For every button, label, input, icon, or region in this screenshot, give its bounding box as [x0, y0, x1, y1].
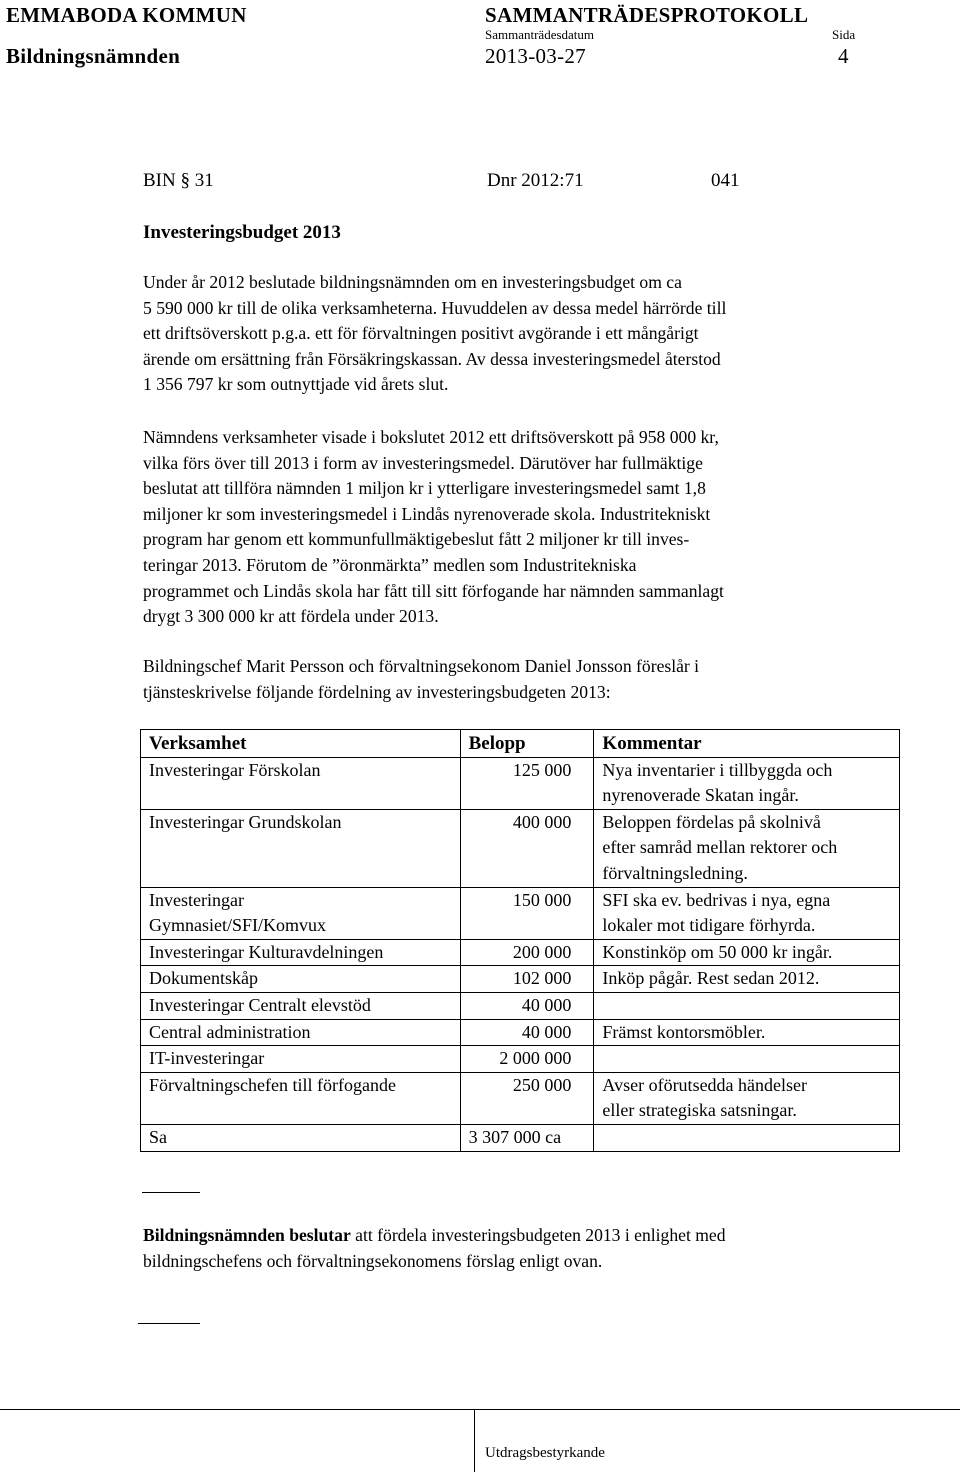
table-row — [141, 992, 900, 1019]
text-line: Nämndens verksamheter visade i bokslutet 2012 ett driftsöverskott på 958 000 kr, — [143, 427, 719, 447]
activity-cell — [141, 939, 461, 966]
activity-line: Investeringar Centralt elevstöd — [149, 994, 371, 1015]
table-header-row — [141, 730, 900, 758]
decision-text: att fördela investeringsbudgeten 2013 i enlighet med — [350, 1225, 726, 1245]
comment-cell — [594, 966, 900, 993]
text-line: ett driftsöverskott p.g.a. ett för förvaltningen positivt avgörande i ett mångårigt — [143, 323, 699, 344]
activity-cell — [141, 966, 461, 993]
text-line: Bildningschef Marit Persson och förvaltningsekonom Daniel Jonsson föreslår i — [143, 656, 700, 676]
comment-cell — [594, 1072, 900, 1124]
comment-line: Främst kontorsmöbler. — [602, 1021, 766, 1042]
comment-cell — [594, 809, 900, 887]
text-line: beslutat att tillföra nämnden 1 miljon kr i ytterligare investeringsmedel samt 1,8 — [143, 478, 706, 499]
meeting-date: 2013-03-27 — [485, 44, 586, 68]
activity-cell — [141, 992, 461, 1019]
comment-cell — [594, 757, 900, 809]
text-line: miljoner kr som investeringsmedel i Lindås nyrenoverade skola. Industritekniskt — [143, 503, 711, 524]
amount-cell: 40 000 — [460, 1019, 594, 1046]
comment-cell — [594, 1046, 900, 1073]
board-name: Bildningsnämnden — [6, 44, 181, 68]
comment-cell — [594, 1124, 900, 1151]
footer-divider — [474, 1409, 475, 1472]
activity-cell — [141, 1124, 461, 1151]
section-id: BIN § 31 — [143, 170, 214, 191]
activity-line: Investeringar Förskolan — [149, 759, 321, 780]
activity-line: Central administration — [149, 1021, 311, 1042]
activity-line: Gymnasiet/SFI/Komvux — [149, 915, 327, 936]
date-label: Sammanträdesdatum — [485, 27, 595, 42]
activity-cell — [141, 887, 461, 939]
text-line: drygt 3 300 000 kr att fördela under 2013. — [143, 606, 439, 627]
amount-cell: 400 000 — [460, 809, 594, 887]
table-row — [141, 939, 900, 966]
table-row — [141, 809, 900, 887]
decision-line — [143, 1223, 878, 1249]
amount-cell: 40 000 — [460, 992, 594, 1019]
table-row — [141, 1046, 900, 1073]
comment-line: förvaltningsledning. — [602, 862, 748, 883]
municipality-name: EMMABODA KOMMUN — [6, 3, 247, 27]
comment-line: Nya inventarier i tillbyggda och — [602, 759, 833, 780]
amount-cell: 250 000 — [460, 1072, 594, 1124]
activity-cell — [141, 1072, 461, 1124]
activity-cell — [141, 757, 461, 809]
comment-cell — [594, 1019, 900, 1046]
text-line: program har genom ett kommunfullmäktigebeslut fått 2 miljoner kr till inves- — [143, 529, 690, 550]
text-line: teringar 2013. Förutom de ”öronmärkta” medlen som Industritekniska — [143, 554, 637, 575]
decision-lead: Bildningsnämnden beslutar — [143, 1225, 351, 1245]
comment-line: Konstinköp om 50 000 kr ingår. — [602, 941, 833, 962]
activity-line: Investeringar Grundskolan — [149, 811, 342, 832]
footer-rule — [0, 1409, 960, 1410]
page-label: Sida — [832, 27, 856, 42]
protocol-title: SAMMANTRÄDESPROTOKOLL — [485, 3, 809, 27]
amount-cell: 150 000 — [460, 887, 594, 939]
comment-line: Beloppen fördelas på skolnivå — [602, 811, 821, 832]
text-line: 1 356 797 kr som outnyttjade vid årets slut. — [143, 374, 449, 395]
section-title: Investeringsbudget 2013 — [143, 222, 341, 243]
separator-rule — [138, 1323, 200, 1324]
decision-line: bildningschefens och förvaltningsekonomens förslag enligt ovan. — [143, 1250, 603, 1271]
decision-paragraph — [143, 1223, 878, 1274]
comment-line: Avser oförutsedda händelser — [602, 1074, 808, 1095]
text-line: ärende om ersättning från Försäkringskassan. Av dessa investeringsmedel återstod — [143, 348, 721, 369]
archive-code: 041 — [711, 170, 740, 191]
amount-cell: 2 000 000 — [460, 1046, 594, 1073]
text-line: Under år 2012 beslutade bildningsnämnden om en investeringsbudget om ca — [143, 272, 682, 292]
table-row — [141, 1072, 900, 1124]
activity-cell — [141, 1046, 461, 1073]
amount-cell: 3 307 000 ca — [460, 1124, 594, 1151]
activity-line: Sa — [149, 1126, 167, 1147]
amount-cell: 125 000 — [460, 757, 594, 809]
comment-line: lokaler mot tidigare förhyrda. — [602, 915, 816, 936]
activity-line: Investeringar Kulturavdelningen — [149, 941, 384, 962]
activity-line: IT-investeringar — [149, 1048, 265, 1069]
text-line: programmet och Lindås skola har fått till sitt förfogande har nämnden sammanlagt — [143, 580, 724, 601]
table-row — [141, 887, 900, 939]
table-row — [141, 1019, 900, 1046]
paragraph-funding — [143, 425, 878, 630]
comment-cell — [594, 939, 900, 966]
comment-line: SFI ska ev. bedrivas i nya, egna — [602, 889, 831, 910]
table-body — [141, 757, 900, 1151]
column-header-amount: Belopp — [460, 730, 594, 758]
comment-cell — [594, 887, 900, 939]
column-header-activity: Verksamhet — [141, 730, 461, 758]
footer-label: Utdragsbestyrkande — [485, 1445, 605, 1461]
amount-cell: 102 000 — [460, 966, 594, 993]
comment-cell — [594, 992, 900, 1019]
amount-cell: 200 000 — [460, 939, 594, 966]
paragraph-proposal — [143, 654, 878, 705]
column-header-comment: Kommentar — [594, 730, 900, 758]
comment-line: nyrenoverade Skatan ingår. — [602, 785, 799, 806]
investment-table — [140, 729, 900, 1152]
text-line: tjänsteskrivelse följande fördelning av investeringsbudgeten 2013: — [143, 681, 611, 702]
page-number: 4 — [838, 44, 849, 68]
activity-line: Dokumentskåp — [149, 968, 258, 989]
diary-number: Dnr 2012:71 — [487, 170, 584, 191]
table-row — [141, 1124, 900, 1151]
comment-line: efter samråd mellan rektorer och — [602, 837, 838, 858]
activity-line: Investeringar — [149, 889, 244, 910]
separator-rule — [142, 1192, 200, 1193]
comment-line: eller strategiska satsningar. — [602, 1100, 797, 1121]
activity-line: Förvaltningschefen till förfogande — [149, 1074, 396, 1095]
activity-cell — [141, 809, 461, 887]
text-line: vilka förs över till 2013 i form av investeringsmedel. Därutöver har fullmäktige — [143, 452, 703, 473]
paragraph-intro — [143, 270, 878, 398]
table-row — [141, 966, 900, 993]
activity-cell — [141, 1019, 461, 1046]
text-line: 5 590 000 kr till de olika verksamheterna. Huvuddelen av dessa medel härrörde till — [143, 297, 727, 318]
comment-line: Inköp pågår. Rest sedan 2012. — [602, 968, 820, 989]
table-row — [141, 757, 900, 809]
